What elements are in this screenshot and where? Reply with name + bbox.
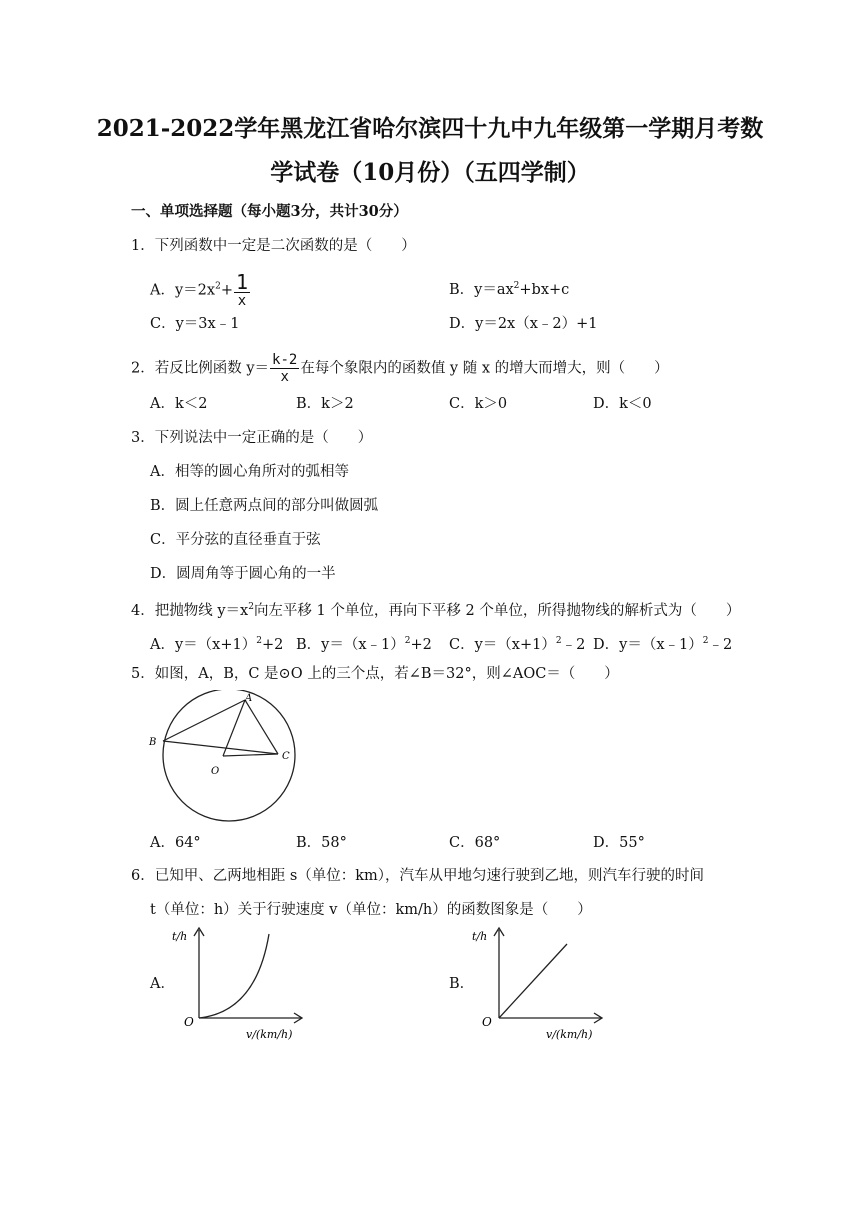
q1-a-frac-num: 1	[235, 270, 249, 294]
q6b-line	[499, 944, 567, 1018]
q6a-origin: O	[184, 1015, 194, 1029]
q2-fraction	[270, 352, 299, 385]
q1-b-suffix: +bx+c	[519, 282, 570, 298]
section-heading: 一、单项选择题（每小题3分，共计30分）	[131, 203, 408, 220]
q2-frac-num: k-2	[272, 352, 298, 368]
q4-option-c	[449, 631, 585, 655]
q4-d-pre: D．y＝（x﹣1）	[593, 637, 703, 653]
q5-stem: 5．如图，A，B，C 是⊙O 上的三个点，若∠B＝32°，则∠AOC＝（ ）	[131, 666, 619, 682]
q3-option-d: D．圆周角等于圆心角的一半	[150, 566, 336, 582]
q2-option-d: D．k＜0	[593, 396, 652, 412]
q6a-curve	[199, 934, 269, 1018]
q5-option-b: B．58°	[296, 835, 347, 851]
q4-c-post: ﹣2	[561, 637, 586, 653]
q5-label-o: O	[211, 766, 220, 777]
q3-option-c: C．平分弦的直径垂直于弦	[150, 532, 321, 548]
page-title-line-1: 2021-2022学年黑龙江省哈尔滨四十九中九年级第一学期月考数	[96, 115, 764, 142]
q2-option-b: B．k＞2	[296, 396, 354, 412]
q4-option-a	[150, 631, 283, 655]
q6b-x-label: v/(km/h)	[546, 1028, 593, 1041]
q1-a-fraction	[234, 272, 250, 309]
q1-option-c: C．y＝3x﹣1	[150, 316, 240, 332]
q4-a-sup: 2	[256, 636, 262, 646]
q5-circle-figure	[144, 690, 304, 830]
q2-option-c: C．k＞0	[449, 396, 508, 412]
q4-c-pre: C．y＝（x+1）	[449, 637, 556, 653]
q1-a-sup: 2	[215, 281, 221, 292]
q6b-origin: O	[482, 1015, 492, 1029]
q6-stem-line-2: t（单位：h）关于行驶速度 v（单位：km/h）的函数图象是（ ）	[150, 902, 592, 918]
q5-segment-bc	[163, 741, 278, 754]
q4-option-d	[593, 631, 732, 655]
q3-option-a: A．相等的圆心角所对的弧相等	[150, 464, 349, 480]
q4-c-sup: 2	[555, 636, 562, 646]
q4-option-b	[296, 631, 432, 655]
q2-stem	[131, 352, 669, 385]
q6-graph-b	[466, 922, 626, 1042]
q6-graph-a	[166, 922, 326, 1042]
q5-label-a: A	[245, 693, 253, 704]
q1-a-prefix: A．y＝2x	[150, 282, 216, 299]
q4-b-sup: 2	[404, 636, 411, 646]
q5-label-b: B	[149, 737, 157, 748]
q4-d-post: ﹣2	[708, 637, 733, 653]
q1-b-sup: 2	[513, 281, 520, 291]
q5-segment-ba	[163, 700, 245, 741]
q4-stem-pre: 4．把抛物线 y＝x	[131, 603, 249, 619]
q2-stem-pre: 2．若反比例函数 y＝	[131, 360, 270, 377]
q5-segment-oc	[223, 754, 278, 756]
q1-b-prefix: B．y＝ax	[449, 282, 514, 298]
q5-option-c: C．68°	[449, 835, 501, 851]
q2-option-a: A．k＜2	[150, 396, 208, 412]
q4-a-post: +2	[261, 637, 284, 653]
page-title-line-2: 学试卷（10月份）（五四学制）	[270, 159, 590, 186]
q3-stem: 3．下列说法中一定正确的是（ ）	[131, 430, 373, 446]
q2-frac-den: x	[280, 369, 289, 385]
q4-stem-post: 向左平移 1 个单位，再向下平移 2 个单位，所得抛物线的解析式为（ ）	[253, 603, 741, 619]
q6-option-b-label: B．	[449, 976, 475, 992]
q5-option-d: D．55°	[593, 835, 645, 851]
q4-b-pre: B．y＝（x﹣1）	[296, 637, 405, 653]
q6a-y-label: t/h	[172, 930, 188, 943]
q1-a-mid: +	[220, 282, 233, 299]
q3-option-b: B．圆上任意两点间的部分叫做圆弧	[150, 498, 379, 514]
q6-option-a-label: A．	[150, 976, 175, 992]
q4-stem-sup: 2	[248, 602, 254, 612]
q4-d-sup: 2	[702, 636, 709, 646]
q1-option-d: D．y＝2x（x﹣2）+1	[449, 316, 598, 332]
q6b-y-label: t/h	[472, 930, 488, 943]
q6a-x-label: v/(km/h)	[246, 1028, 293, 1041]
q1-stem: 1．下列函数中一定是二次函数的是（ ）	[131, 238, 416, 254]
q1-a-frac-den: x	[237, 293, 247, 309]
q1-option-b	[449, 276, 569, 300]
q5-option-a: A．64°	[150, 835, 201, 851]
q4-stem	[131, 597, 740, 621]
q2-stem-post: 在每个象限内的函数值 y 随 x 的增大而增大，则（ ）	[300, 360, 669, 377]
q1-option-a	[150, 272, 251, 309]
q4-b-post: +2	[410, 637, 432, 653]
q5-label-c: C	[282, 751, 290, 762]
q4-a-pre: A．y＝（x+1）	[150, 637, 257, 653]
q5-segment-oa	[223, 700, 245, 756]
q6-stem-line-1: 6．已知甲、乙两地相距 s（单位：km），汽车从甲地匀速行驶到乙地，则汽车行驶的时间	[131, 868, 705, 884]
q5-segment-ac	[245, 700, 278, 754]
